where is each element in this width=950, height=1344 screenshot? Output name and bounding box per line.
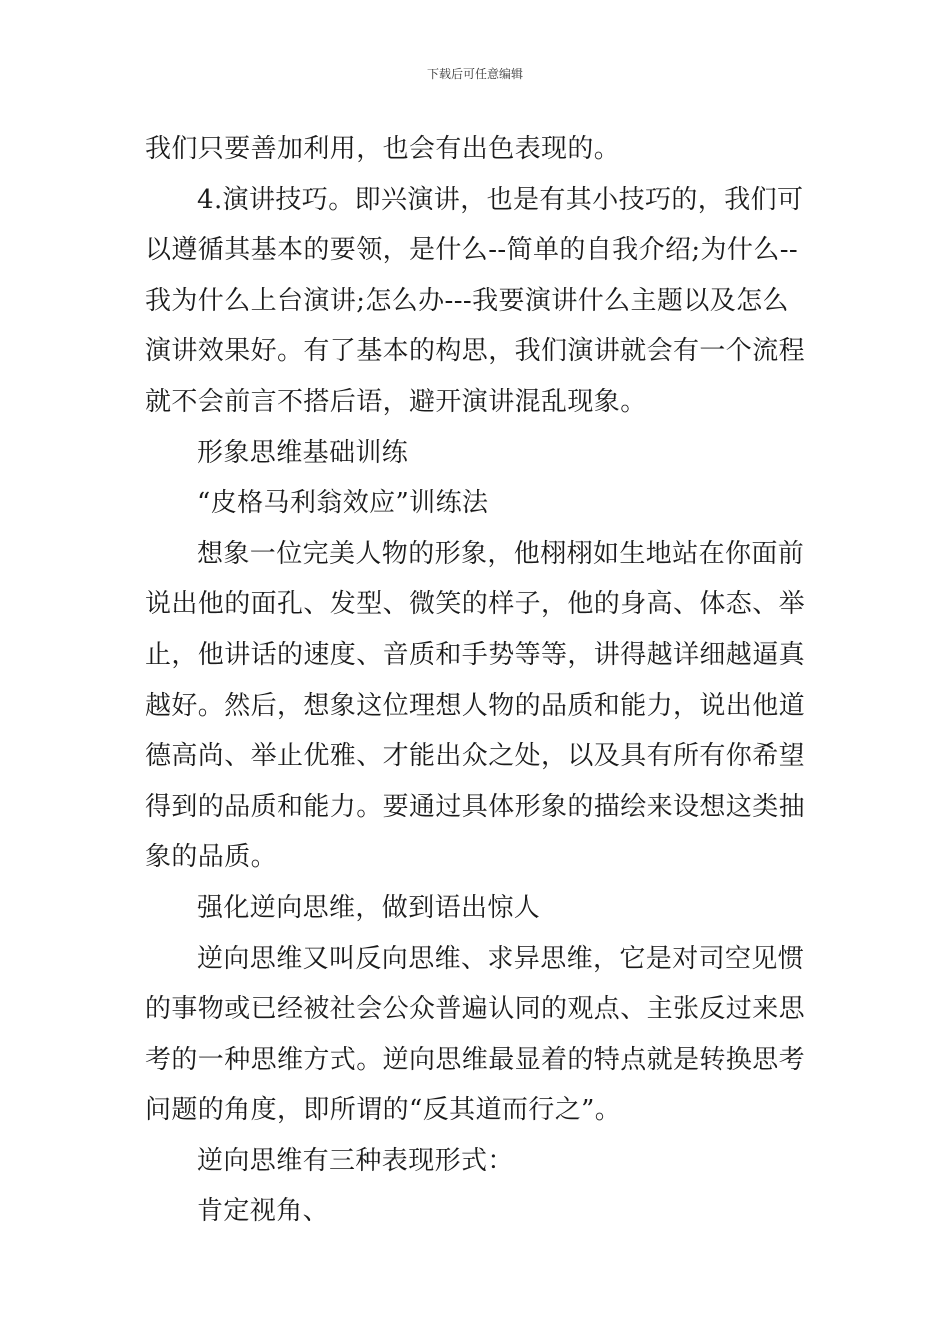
text-line: 得到的品质和能力。要通过具体形象的描绘来设想这类抽 bbox=[145, 791, 806, 822]
text-line: 逆向思维又叫反向思维、求异思维，它是对司空见惯 bbox=[197, 943, 805, 974]
text-line: 演讲效果好。有了基本的构思，我们演讲就会有一个流程 bbox=[145, 336, 806, 367]
page-header: 下载后可任意编辑 bbox=[426, 67, 523, 81]
text-line: 就不会前言不搭后语，避开演讲混乱现象。 bbox=[145, 386, 647, 417]
text-line: 我们只要善加利用，也会有出色表现的。 bbox=[145, 134, 621, 164]
text-line: 说出他的面孔、发型、微笑的样子，他的身高、体态、举 bbox=[145, 589, 806, 620]
text-line: 问题的角度，即所谓的“反其道而行之”。 bbox=[145, 1095, 622, 1126]
text-line: 象的品质。 bbox=[145, 842, 278, 873]
text-line: 4.演讲技巧。即兴演讲，也是有其小技巧的，我们可 bbox=[197, 184, 804, 215]
text-line: 止，他讲话的速度、音质和手势等等，讲得越详细越逼真 bbox=[145, 639, 806, 670]
text-line: 逆向思维有三种表现形式： bbox=[197, 1145, 514, 1176]
section-heading: “皮格马利翁效应”训练法 bbox=[197, 488, 489, 519]
text-line: 的事物或已经被社会公众普遍认同的观点、主张反过来思 bbox=[145, 994, 806, 1025]
text-line: 德高尚、举止优雅、才能出众之处，以及具有所有你希望 bbox=[145, 741, 806, 772]
text-line: 肯定视角、 bbox=[197, 1196, 330, 1227]
text-line: 以遵循其基本的要领，是什么--简单的自我介绍;为什么-- bbox=[145, 235, 799, 266]
section-heading: 形象思维基础训练 bbox=[197, 437, 409, 468]
text-line: 我为什么上台演讲;怎么办---我要演讲什么主题以及怎么 bbox=[145, 285, 789, 316]
text-line: 越好。然后，想象这位理想人物的品质和能力，说出他道 bbox=[145, 690, 806, 721]
body-text bbox=[145, 124, 810, 1237]
text-line: 想象一位完美人物的形象，他栩栩如生地站在你面前 bbox=[197, 538, 805, 569]
text-line: 考的一种思维方式。逆向思维最显着的特点就是转换思考 bbox=[145, 1044, 806, 1075]
section-heading: 强化逆向思维，做到语出惊人 bbox=[197, 892, 541, 923]
